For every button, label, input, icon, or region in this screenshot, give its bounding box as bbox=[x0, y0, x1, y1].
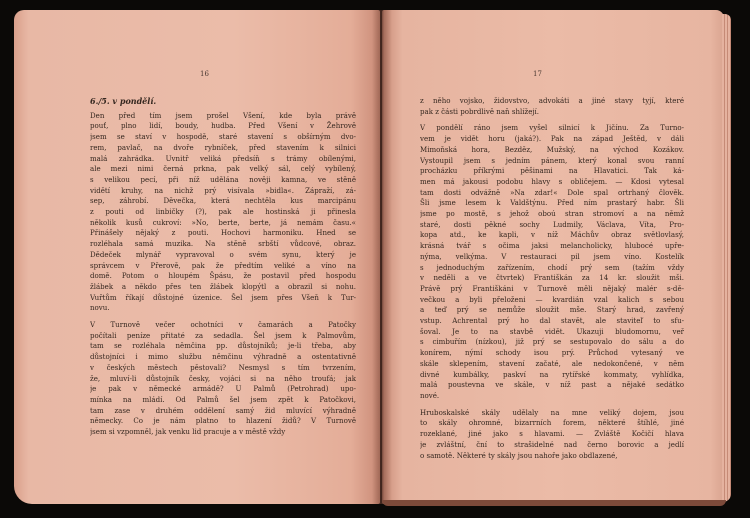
text-line: vem je vidět horu (jaká?). Pak na západ Ještěd, v dáli bbox=[420, 134, 684, 144]
page-number-left: 16 bbox=[200, 70, 209, 78]
cover-edge bbox=[382, 500, 726, 506]
text-line: jsem se staví v hospodě, staré stavení s obšírným dvo- bbox=[90, 132, 356, 142]
text-line: že, mluví-li důstojník česky, vojáci si na něho troufá; jak bbox=[90, 373, 356, 383]
text-line: mínka na mládí. Od Palmů šel jsem zpět k Patočkovi, bbox=[90, 394, 356, 404]
text-line: jsme po mostě, s jehož oboú stran stromoví a na němž bbox=[420, 209, 684, 219]
text-line: tam dosti odvážně »Na zdar!« Dole spal ortrhaný člověk. bbox=[420, 187, 684, 197]
text-line: men má jakousi podobu hlavy s obličejem. — Kdosi vytesal bbox=[420, 176, 684, 186]
text-line: Mimoňská hora, Bezděz, Mužský, na východ Kozákov. bbox=[420, 144, 684, 154]
text-line: Hruboskalské skály udělaly na mne veliký dojem, jsou bbox=[420, 407, 684, 417]
text-line: Dědeček mlynář vypravoval o svém synu, který je bbox=[90, 249, 356, 259]
text-line: novu. bbox=[90, 303, 110, 313]
text-line: jsem si vzpomněl, jak venku lid pracuje a v městě vždy bbox=[90, 427, 286, 437]
right-page bbox=[382, 10, 724, 504]
text-line: počítali peníze přitaté za sedadla. Šel jsem k Palmovům, bbox=[90, 330, 356, 340]
text-line: Den před tím jsem prošel Všení, kde byla právě bbox=[90, 110, 356, 120]
text-line: pouť, plno lidí, boudy, hudba. Před Všení v Žehrově bbox=[90, 121, 356, 131]
page-number-right: 17 bbox=[533, 70, 542, 78]
text-line: tam zase v druhém oddělení samý žid mluvící výhradně bbox=[90, 405, 356, 415]
text-line: rem, pavlač, na dvoře rybníček, před stavením k silnici bbox=[90, 142, 356, 152]
text-line: žlábek a někdo přes ten žlábek klopýtl a obrazil si nohu. bbox=[90, 281, 356, 291]
text-line: z pouti od linbičky (?), pak ale hostinská ji přinesla bbox=[90, 207, 356, 217]
text-line: tam se rozléhala němčina pp. důstojníků; je-li třeba, aby bbox=[90, 341, 356, 351]
text-line: důstojníci i mimo službu němčinu výhradně a ostentativně bbox=[90, 352, 356, 362]
text-line: skále sklepením, stavení začaté, ale nedokončené, v něm bbox=[420, 358, 684, 368]
text-line: Právě prý Františkáni v Turnově měli nějaký malér s-dě- bbox=[420, 283, 684, 293]
text-line: s cimbuřím (nízkou), již prý se sestupovalo do sálu a do bbox=[420, 337, 684, 347]
text-line: vstup. Achrental prý ho dal stavět, ale staviteľ to sfu- bbox=[420, 316, 684, 326]
left-page-text bbox=[90, 96, 356, 438]
book-gutter bbox=[372, 10, 392, 504]
text-line: německy. Co je nám platno to hlazení židů? V Turnově bbox=[90, 416, 356, 426]
text-line: procházku příkrými pěšinami na Hlavatici. Tak ká- bbox=[420, 166, 684, 176]
text-line: o samotě. Některé ty skály jsou nahoře jako obdlazené, bbox=[420, 450, 618, 460]
text-line: a teď prý se nemůže sloužit mše. Starý hrad, zavřený bbox=[420, 305, 684, 315]
text-line: s velikou pecí, při níž udělána nověji kamna, ve stěně bbox=[90, 174, 356, 184]
text-line: Vuřtům říkají důstojné úzenice. Šel jsem přes Všeň k Tur- bbox=[90, 292, 356, 302]
text-line: je zvláštní, ční to strašidelné nad černo borovic a jedlí bbox=[420, 439, 684, 449]
text-line: to skály ohromné, bizarrních forem, některé štíhlé, jiné bbox=[420, 418, 684, 428]
text-line: Vystoupil jsem s jedním pánem, který konal svou ranní bbox=[420, 155, 684, 165]
text-line: sep, záhrobí. Děvečka, která nechtěla kus marcipánu bbox=[90, 196, 356, 206]
text-line: správcem v Přerově, pak že předtím veliké a víno na bbox=[90, 260, 356, 270]
text-line: s jednoduchým zařízením, chodí prý sem (tažím vždy bbox=[420, 262, 684, 272]
text-line: ale mezi nimi černá prkna, pak velký sál, celý vybílený, bbox=[90, 164, 356, 174]
open-book bbox=[10, 10, 732, 510]
text-line: V Turnově večer ochotníci v čamarách a Patočky bbox=[90, 320, 356, 330]
text-line: rozeklané, jiné jako s hlavami. — Zvláště Kočičí hlava bbox=[420, 429, 684, 439]
text-line: kopa atd., ke kapli, v níž Máchův obraz světlovlasý, bbox=[420, 230, 684, 240]
text-line: nové. bbox=[420, 390, 440, 400]
entry-heading: 6./5. v pondělí. bbox=[90, 96, 157, 106]
right-page-text bbox=[420, 96, 684, 461]
text-line: Šli jsme lesem k Valdštýnu. Před ním prastarý habr. Šli bbox=[420, 198, 684, 208]
text-line: nýma, velkýma. V restauraci pil jsem víno. Kostelík bbox=[420, 251, 684, 261]
text-line: rozléhala samá muzika. Na stěně srbští vůdcové, obraz. bbox=[90, 239, 356, 249]
page-edges bbox=[722, 14, 731, 502]
text-line: večkou a byli přeloženi — kvardián vzal kalich s sebou bbox=[420, 294, 684, 304]
text-line: divné kumbálky, paskví na rytířské kommaty, vyhlídka, bbox=[420, 369, 684, 379]
text-line: V pondělí ráno jsem vyšel silnicí k Jičínu. Za Turno- bbox=[420, 123, 684, 133]
left-page bbox=[14, 10, 380, 504]
text-line: malá zahrádka. Uvnitř veliká předsíň s trámy obílenými, bbox=[90, 153, 356, 163]
text-line: v českých městech pěstovali? Nesmysl s tím tvrzením, bbox=[90, 362, 356, 372]
text-line: šoval. Je to na stavbě vidět. Ukazuji bludomornu, veř bbox=[420, 326, 684, 336]
text-line: konírem, nýmí schody isou prý. Průchod vytesaný ve bbox=[420, 348, 684, 358]
text-line: je pak v německé armádě? U Palmů (Petrohrad) upo- bbox=[90, 384, 356, 394]
text-line: staré, dosti pěkné sochy Ludmily, Václava, Víta, Pro- bbox=[420, 219, 684, 229]
text-line: domě. Potom o hloupém Špásu, že postavil před hospodu bbox=[90, 271, 356, 281]
text-line: Přinášely nějaký z pouti. Hochovi harmoniku. Hned se bbox=[90, 228, 356, 238]
text-line: z něho vojsko, židovstvo, advokáti a jiné stavy tyjí, které bbox=[420, 96, 684, 105]
text-line: pak z části pobrdlivě naň shlížejí. bbox=[420, 106, 540, 116]
text-line: krásná tvář s očima jaksi melancholicky, hlubocé upře- bbox=[420, 241, 684, 251]
text-line: vidětí kruhy, na nichž prý visívala »bidla«. Zápraží, zá- bbox=[90, 185, 356, 195]
text-line: v neděli a ve čtvrtek) Františkán za 14 kr. sloužit mši. bbox=[420, 273, 684, 283]
text-line: malá poustevna ve skále, v níž past a nějaké sedátko bbox=[420, 380, 684, 390]
text-line: několik kusů cukroví: »No, berte, berte, já nemám času.« bbox=[90, 217, 356, 227]
